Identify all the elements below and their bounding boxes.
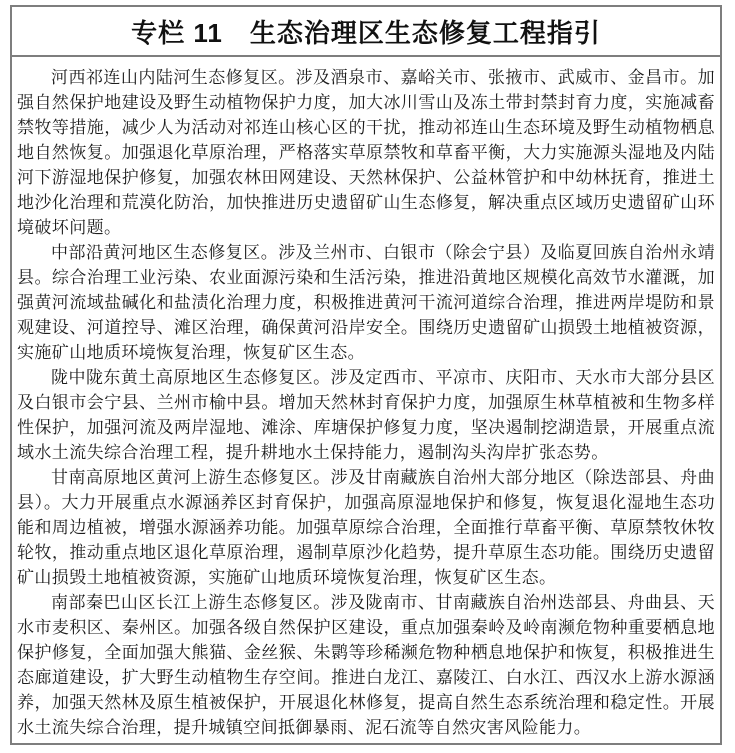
region-name: 中部沿黄河地区生态修复区。 (51, 243, 279, 262)
column-body (12, 57, 720, 740)
region-text: 涉及酒泉市、嘉峪关市、张掖市、武威市、金昌市。加强自然保护地建设及野生动植物保护力度，加大冰川雪山及冻土带封禁封育力度，实施减畜禁牧等措施，减少人为活动对祁连山核心区的干扰，推动祁连山生态环境及野生动植物栖息地自然恢复。加强退化草原治理，严格落实草原禁牧和草畜平衡，大力实施源头湿地及内陆河下游湿地保护修复，加强农林田网建设、天然林保护、公益林管护和中幼林抚育，推进土地沙化治理和荒漠化防治，加快推进历史遗留矿山生态修复，解决重点区域历史遗留矿山环境破坏问题。 (17, 68, 715, 237)
region-text: 涉及甘南藏族自治州大部分地区（除迭部县、舟曲县）。大力开展重点水源涵养区封育保护，加强高原湿地保护和修复，恢复退化湿地生态功能和周边植被，增强水源涵养功能。加强草原综合治理，全面推行草畜平衡、草原禁牧休牧轮牧，推动重点地区退化草原治理，遏制草原沙化趋势，提升草原生态功能。围绕历史遗留矿山损毁土地植被资源，实施矿山地质环境恢复治理，恢复矿区生态。 (17, 468, 715, 587)
paragraph-longzhong-longdong (17, 365, 715, 465)
region-text: 涉及定西市、平凉市、庆阳市、天水市大部分县区及白银市会宁县、兰州市榆中县。增加天然林封育保护力度，加强原生林草植被和生物多样性保护，加强河流及两岸湿地、滩涂、库塘保护修复力度，坚决遏制挖湖造景，开展重点流域水土流失综合治理工程，提升耕地水土保持能力，遏制沟头沟岸扩张态势。 (17, 368, 715, 462)
region-text: 涉及陇南市、甘南藏族自治州迭部县、舟曲县、天水市麦积区、秦州区。加强各级自然保护区建设，重点加强秦岭及岭南濒危物种重要栖息地保护修复，全面加强大熊猫、金丝猴、朱鹮等珍稀濒危物种栖息地保护和恢复，积极推进生态廊道建设，扩大野生动植物生存空间。推进白龙江、嘉陵江、白水江、西汉水上游水源涵养，加强天然林及原生植被保护，开展退化林修复，提高自然生态系统治理和稳定性。开展水土流失综合治理，提升城镇空间抵御暴雨、泥石流等自然灾害风险能力。 (17, 593, 715, 737)
region-name: 河西祁连山内陆河生态修复区。 (51, 68, 296, 87)
region-name: 南部秦巴山区长江上游生态修复区。 (51, 593, 331, 612)
region-text: 涉及兰州市、白银市（除会宁县）及临夏回族自治州永靖县。综合治理工业污染、农业面源污染和生活污染，推进沿黄地区规模化高效节水灌溉，加强黄河流域盐碱化和盐渍化治理力度，积极推进黄河干流河道综合治理，推进两岸堤防和景观建设、河道控导、滩区治理，确保黄河沿岸安全。围绕历史遗留矿山损毁土地植被资源，实施矿山地质环境恢复治理，恢复矿区生态。 (17, 243, 716, 362)
region-name: 甘南高原地区黄河上游生态修复区。 (51, 468, 331, 487)
column-title: 专栏 11 生态治理区生态修复工程指引 (12, 7, 720, 57)
paragraph-gannan-gaoyuan (17, 465, 715, 590)
region-name: 陇中陇东黄土高原地区生态修复区。 (51, 368, 331, 387)
paragraph-zhongbu-yanhuanghe (17, 240, 715, 365)
paragraph-hexi-qilianshan (17, 65, 715, 240)
column-11-box (10, 5, 722, 745)
paragraph-nanbu-qinbashan (17, 590, 715, 740)
